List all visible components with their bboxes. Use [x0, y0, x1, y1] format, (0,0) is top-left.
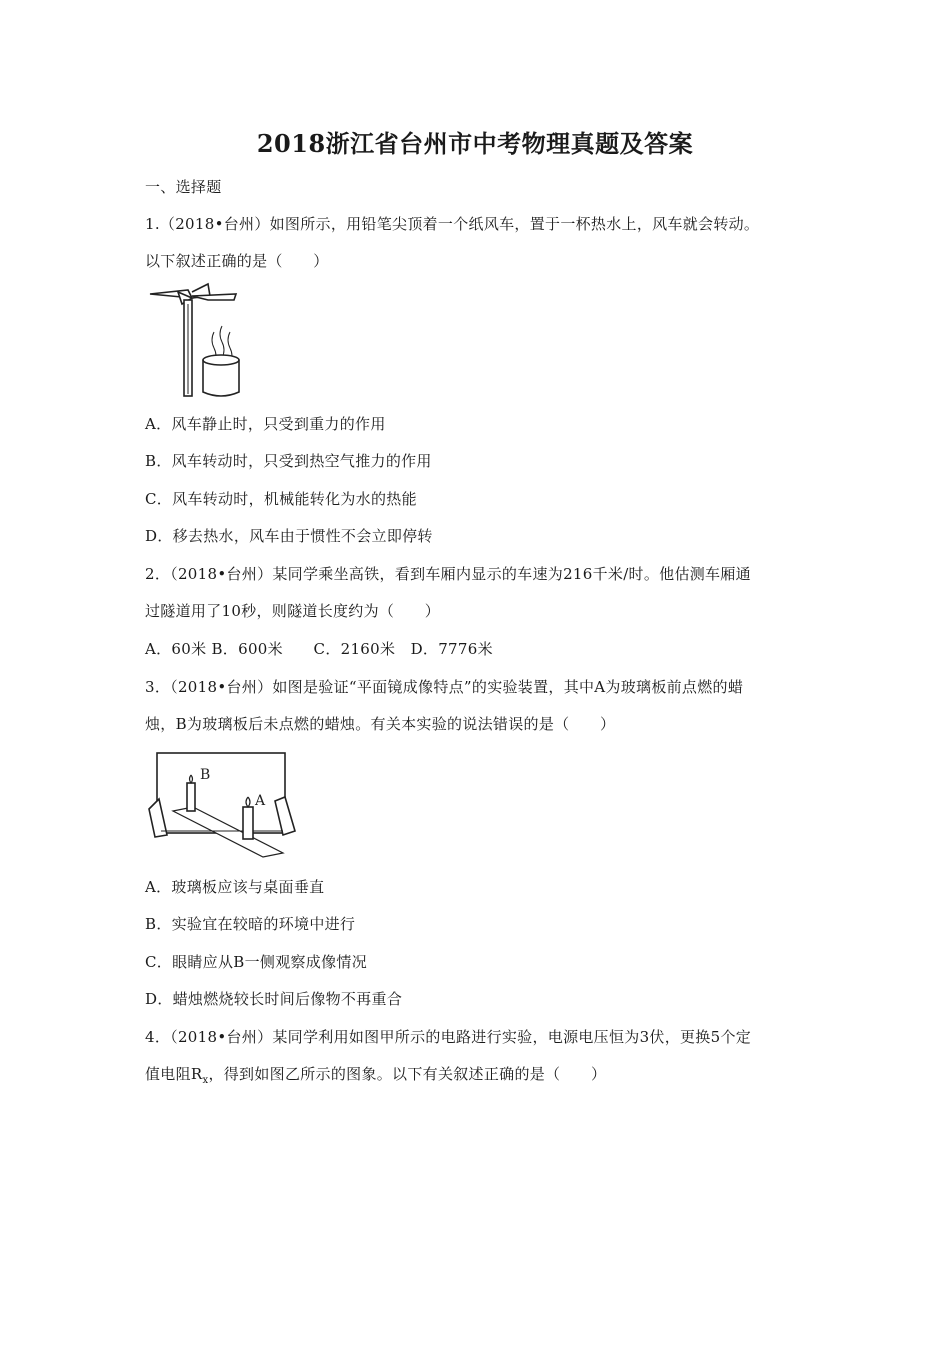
- q3-stem-line-1: 3．（2018•台州）如图是验证“平面镜成像特点”的实验装置，其中A为玻璃板前点燃的蜡: [145, 678, 744, 696]
- q1-pinwheel-figure: [148, 282, 248, 402]
- q4-subscript: x: [202, 1075, 209, 1086]
- q1-option-a: A．风车静止时，只受到重力的作用: [145, 415, 386, 433]
- candle-a-label: A: [255, 793, 266, 809]
- q1-option-c: C．风车转动时，机械能转化为水的热能: [145, 490, 417, 508]
- q1-option-d: D．移去热水，风车由于惯性不会立即停转: [145, 527, 433, 545]
- q4-stem-line-2-end: ，得到如图乙所示的图象。以下有关叙述正确的是（ ）: [208, 1065, 607, 1083]
- q1-stem-line-1: 1.（2018•台州）如图所示，用铅笔尖顶着一个纸风车，置于一杯热水上，风车就会转动。: [145, 215, 760, 233]
- q3-stem-line-2: 烛，B为玻璃板后未点燃的蜡烛。有关本实验的说法错误的是（ ）: [145, 715, 616, 733]
- q4-stem-line-2-start: 值电阻R: [145, 1065, 203, 1083]
- q3-plane-mirror-figure: [145, 745, 300, 860]
- q2-options: A．60米 B．600米 C．2160米 D．7776米: [145, 640, 493, 658]
- q1-stem-line-2: 以下叙述正确的是（ ）: [145, 252, 329, 270]
- candle-b-label: B: [200, 767, 211, 783]
- q4-stem-line-1: 4．（2018•台州）某同学利用如图甲所示的电路进行实验，电源电压恒为3伏，更换5个定: [145, 1028, 752, 1046]
- q2-stem-line-1: 2．（2018•台州）某同学乘坐高铁，看到车厢内显示的车速为216千米/时。他估测车厢通: [145, 565, 751, 583]
- page-title: 2018浙江省台州市中考物理真题及答案: [256, 129, 694, 158]
- q3-option-b: B．实验宜在较暗的环境中进行: [145, 915, 356, 933]
- q3-option-a: A．玻璃板应该与桌面垂直: [145, 878, 325, 896]
- q3-option-d: D．蜡烛燃烧较长时间后像物不再重合: [145, 990, 403, 1008]
- q3-option-c: C．眼睛应从B一侧观察成像情况: [145, 953, 368, 971]
- q4-stem-line-2: [145, 1063, 606, 1086]
- q1-option-b: B．风车转动时，只受到热空气推力的作用: [145, 452, 432, 470]
- section-heading: 一、选择题: [145, 178, 222, 196]
- q2-stem-line-2: 过隧道用了10秒，则隧道长度约为（ ）: [145, 602, 441, 620]
